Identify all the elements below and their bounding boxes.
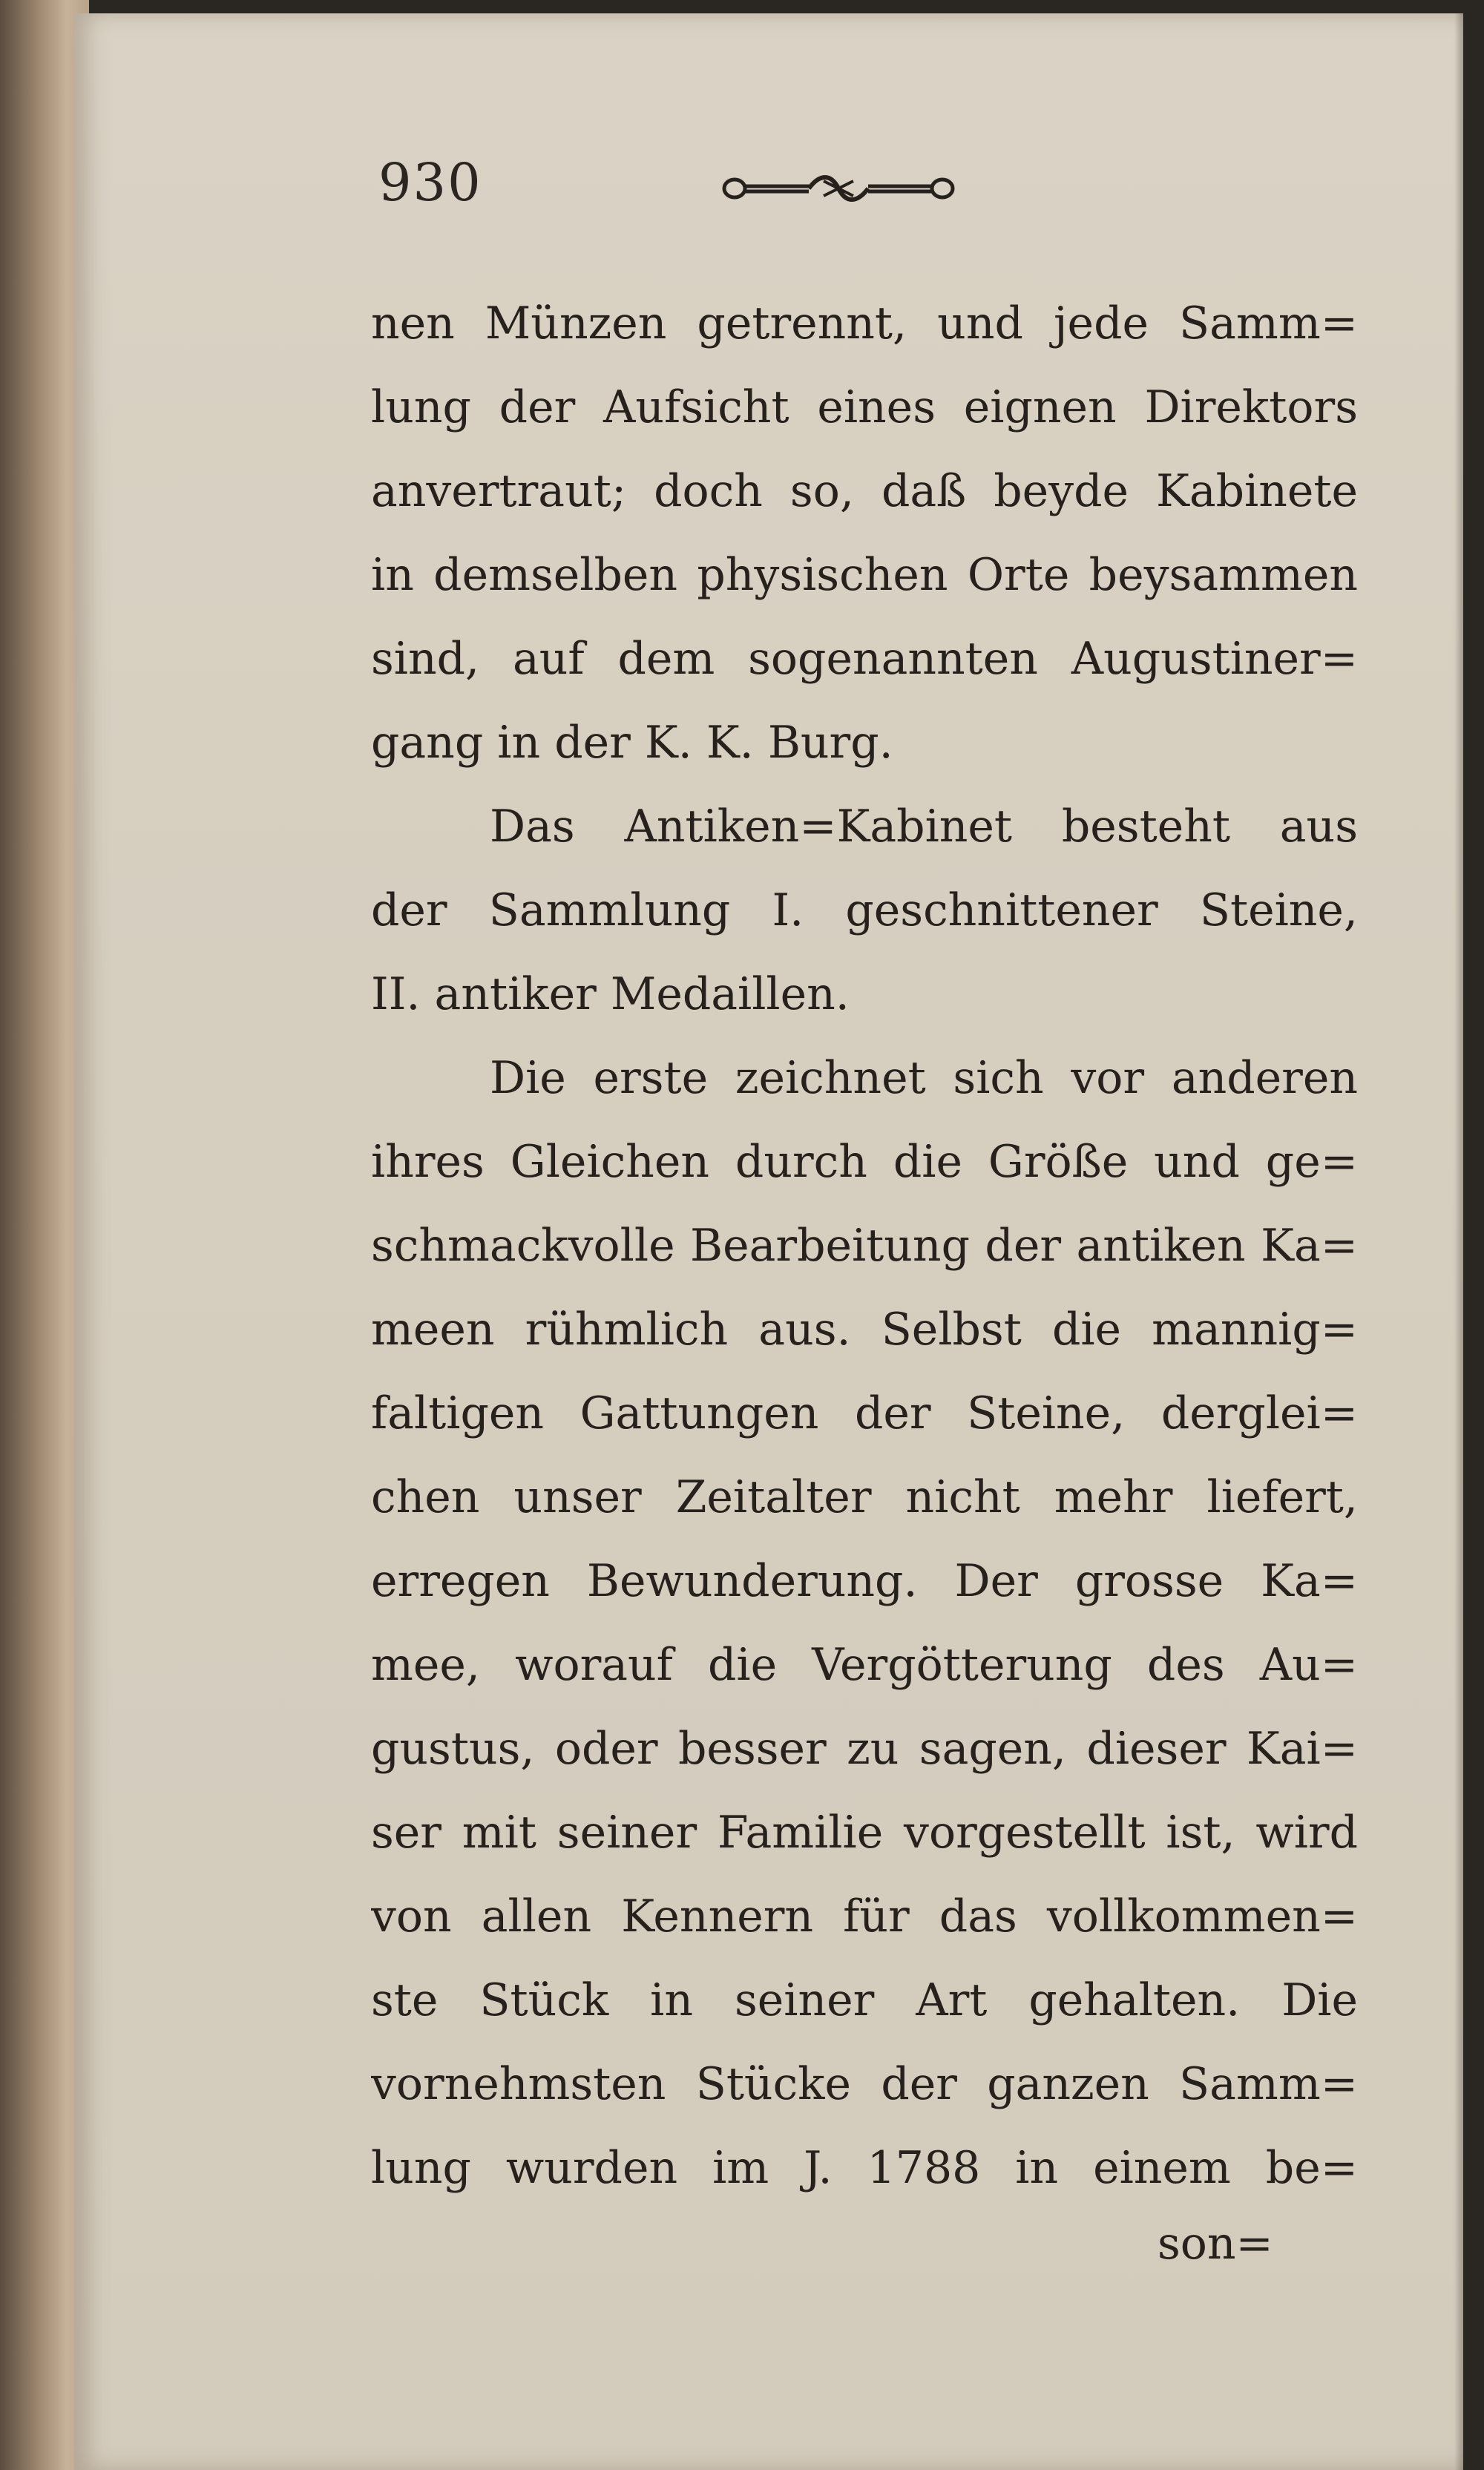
text-line: lung der Aufsicht eines eignen Direktors: [371, 381, 1358, 433]
text-line: der Sammlung I. geschnittener Steine,: [371, 884, 1358, 936]
text-line: gang in der K. K. Burg.: [371, 717, 893, 769]
text-line: ihres Gleichen durch die Größe und ge=: [371, 1136, 1358, 1188]
text-line: nen Münzen getrennt, und jede Samm=: [371, 298, 1358, 349]
catchword: [1158, 2218, 1273, 2270]
text-line: schmackvolle Bearbeitung der antiken Ka=: [371, 1220, 1358, 1272]
text-line: chen unser Zeitalter nicht mehr liefert,: [371, 1471, 1358, 1523]
catchword-text: son=: [1158, 2218, 1273, 2270]
page-number: 930: [378, 152, 482, 213]
text-line: lung wurden im J. 1788 in einem be=: [371, 2142, 1358, 2194]
body-text: [371, 282, 1358, 2210]
header-ornament-icon: [720, 170, 957, 207]
text-line: in demselben physischen Orte beysammen: [371, 549, 1358, 601]
scan-right-shadow: [1454, 0, 1484, 2470]
page-header: [378, 152, 1343, 219]
text-line: Das Antiken=Kabinet besteht aus: [490, 801, 1358, 853]
text-line: Die erste zeichnet sich vor anderen: [490, 1052, 1358, 1104]
text-line: vornehmsten Stücke der ganzen Samm=: [371, 2058, 1358, 2110]
text-line: von allen Kennern für das vollkommen=: [371, 1891, 1358, 1942]
text-line: II. antiker Medaillen.: [371, 968, 850, 1020]
text-line: sind, auf dem sogenannten Augustiner=: [371, 633, 1358, 685]
text-line: ser mit seiner Familie vorgestellt ist, wird: [371, 1807, 1358, 1859]
text-line: gustus, oder besser zu sagen, dieser Kai=: [371, 1723, 1358, 1775]
text-line: faltigen Gattungen der Steine, derglei=: [371, 1387, 1358, 1439]
text-line: ste Stück in seiner Art gehalten. Die: [371, 1974, 1358, 2026]
text-line: anvertraut; doch so, daß beyde Kabinete: [371, 465, 1358, 517]
text-line: mee, worauf die Vergötterung des Au=: [371, 1639, 1358, 1691]
text-line: erregen Bewunderung. Der grosse Ka=: [371, 1555, 1358, 1607]
text-line: meen rühmlich aus. Selbst die mannig=: [371, 1304, 1358, 1356]
